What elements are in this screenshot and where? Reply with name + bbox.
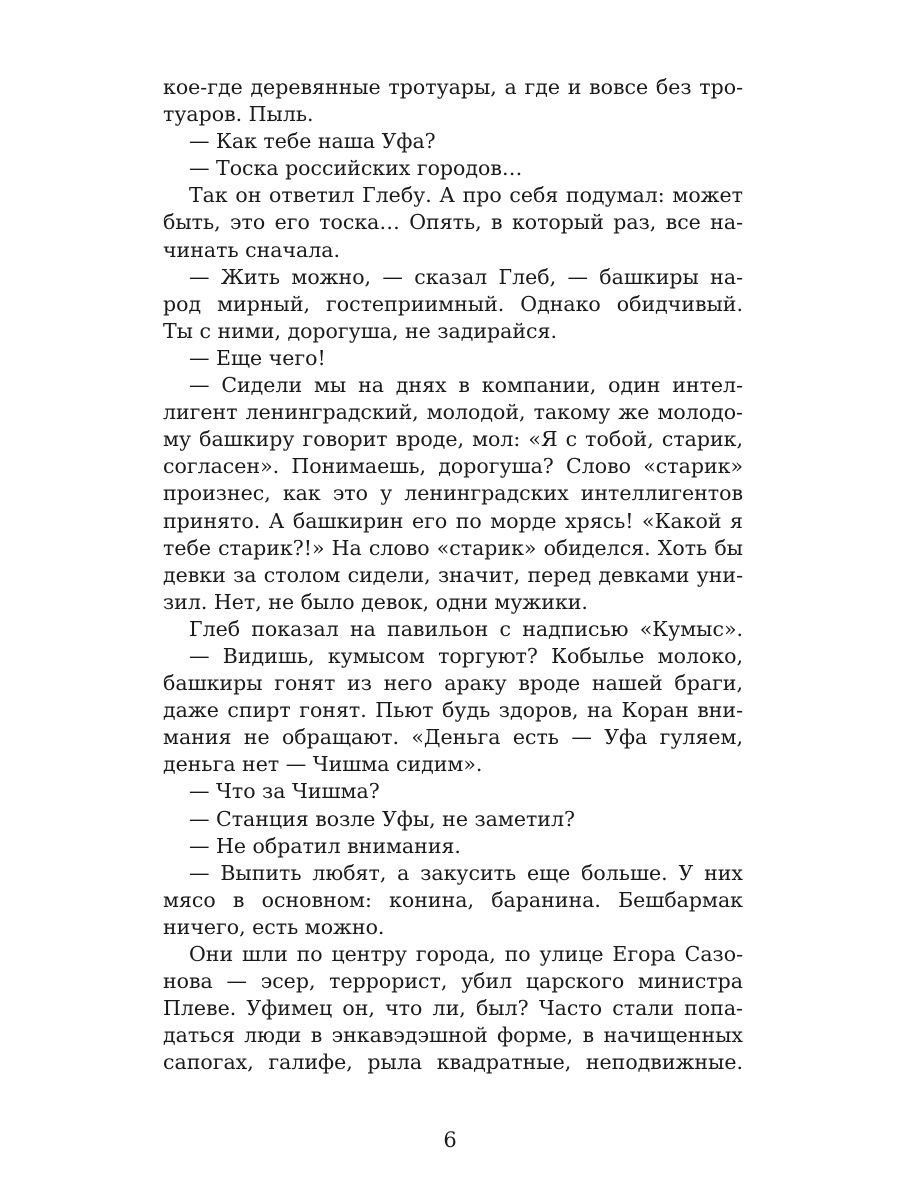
text-line: башкиры гонят из него араку вроде нашей браги, — [163, 671, 743, 696]
text-line: мания не обращают. «Деньга есть — Уфа гуляем, — [163, 725, 743, 750]
text-line: — Тоска российских городов… — [189, 156, 523, 181]
text-line: девки за столом сидели, значит, перед девками уни- — [163, 562, 743, 587]
text-line: мясо в основном: конина, баранина. Бешбармак — [163, 887, 743, 912]
text-line: Плеве. Уфимец он, что ли, был? Часто стали попа- — [163, 996, 743, 1021]
text-line: произнес, как это у ленинградских интеллигентов — [163, 481, 743, 506]
text-line: Глеб показал на павильон с надписью «Кумыс». — [189, 616, 743, 641]
text-line: туаров. Пыль. — [163, 102, 314, 127]
text-line: — Еще чего! — [189, 345, 326, 370]
text-line: Они шли по центру города, по улице Егора Сазо- — [189, 942, 743, 966]
text-line: — Не обратил внимания. — [189, 833, 461, 858]
text-line: род мирный, гостеприимный. Однако обидчивый. — [163, 291, 743, 316]
text-line: нова — эсер, террорист, убил царского министра — [163, 969, 743, 994]
text-line: лигент ленинградский, молодой, такому же молодо- — [163, 400, 743, 425]
page-number: 6 — [443, 1128, 457, 1152]
text-line: чинать сначала. — [163, 237, 341, 262]
text-line: — Как тебе наша Уфа? — [189, 129, 436, 154]
text-line: — Жить можно, — сказал Глеб, — башкиры на- — [189, 264, 743, 289]
text-line: — Станция возле Уфы, не заметил? — [189, 806, 575, 831]
text-line: быть, это его тоска… Опять, в который раз, все на- — [163, 210, 743, 235]
text-line: зил. Нет, не было девок, одни мужики. — [163, 589, 588, 614]
text-line: даже спирт гонят. Пьют будь здоров, на Коран вни- — [163, 698, 743, 723]
text-line: Так он ответил Глебу. А про себя подумал: может — [189, 183, 743, 208]
text-line: — Сидели мы на днях в компании, один интел- — [189, 373, 743, 398]
text-line: кое-где деревянные тротуары, а где и вовсе без тро- — [163, 75, 743, 99]
text-line: му башкиру говорит вроде, мол: «Я с тобой, старик, — [163, 427, 743, 452]
body-text — [163, 74, 743, 1076]
text-line: принято. А башкирин его по морде хрясь! «Какой я — [163, 508, 743, 533]
text-line: тебе старик?!» На слово «старик» обиделся. Хоть бы — [163, 535, 743, 560]
text-line: — Выпить любят, а закусить еще больше. У них — [189, 860, 743, 885]
text-line: даться люди в энкавэдэшной форме, в начищенных — [163, 1023, 743, 1048]
text-line: ничего, есть можно. — [163, 914, 385, 939]
text-line: согласен». Понимаешь, дорогуша? Слово «старик» — [163, 454, 743, 479]
text-line: — Что за Чишма? — [189, 779, 380, 804]
text-line: — Видишь, кумысом торгуют? Кобылье молоко, — [189, 643, 743, 668]
text-line: Ты с ними, дорогуша, не задирайся. — [163, 318, 557, 343]
text-line: деньга нет — Чишма сидим». — [163, 752, 483, 777]
text-line: сапогах, галифе, рыла квадратные, неподвижные. — [163, 1050, 743, 1075]
